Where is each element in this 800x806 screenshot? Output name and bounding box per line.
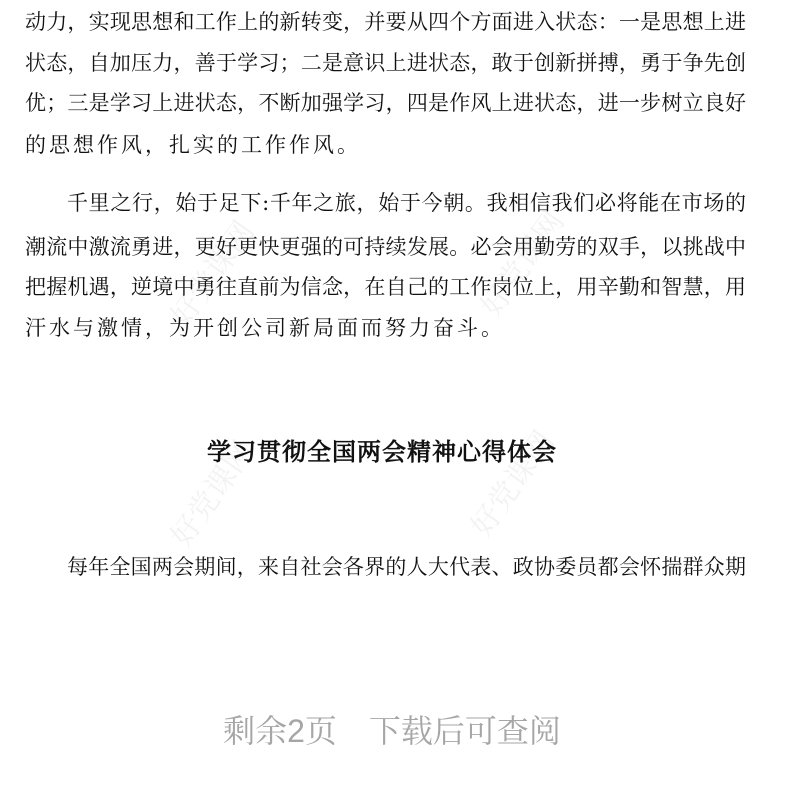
text-line: 的思想作风，扎实的工作作风。: [25, 133, 361, 157]
text-line: 潮流中激流勇进，更好更快更强的可持续发展。必会用勤劳的双手，以挑战中: [25, 235, 746, 259]
text-line: 千里之行，始于足下:千年之旅，始于今朝。我相信我们必将能在市场的: [67, 191, 746, 215]
text-line: 把握机遇，逆境中勇往直前为信念，在自己的工作岗位上，用辛勤和智慧，用: [25, 275, 746, 299]
watermark: 好党课网: [464, 424, 562, 544]
text-line: 每年全国两会期间，来自社会各界的人大代表、政协委员都会怀揣群众期: [67, 555, 746, 579]
download-prompt[interactable]: 剩余2页 下载后可查阅: [223, 713, 561, 749]
watermark: 好党课网: [474, 204, 572, 324]
watermark: 好党课网: [164, 214, 262, 334]
text-line: 优；三是学习上进状态，不断加强学习，四是作风上进状态，进一步树立良好: [25, 91, 746, 115]
text-line: 汗水与激情，为开创公司新局面而努力奋斗。: [25, 316, 505, 340]
watermark: 好党课网: [164, 434, 262, 554]
text-line: 动力，实现思想和工作上的新转变，并要从四个方面进入状态：一是思想上进: [25, 10, 746, 34]
section-title: 学习贯彻全国两会精神心得体会: [207, 438, 557, 466]
text-line: 状态，自加压力，善于学习；二是意识上进状态，敢于创新拼搏，勇于争先创: [25, 51, 746, 75]
